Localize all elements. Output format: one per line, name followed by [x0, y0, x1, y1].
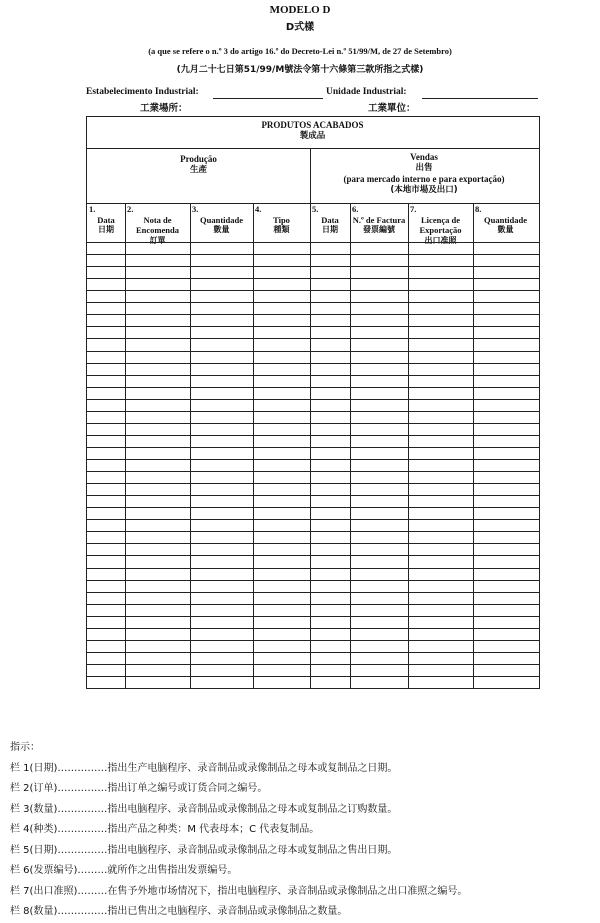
instruction-label: 栏 7(出口准照)……… — [10, 885, 108, 897]
instruction-label: 栏 6(发票编号)……… — [10, 865, 108, 876]
instructions — [10, 738, 467, 923]
table-row — [87, 338, 539, 339]
divider — [87, 148, 539, 149]
instruction-label: 栏 1(日期)…………… — [10, 762, 108, 774]
instruction-text: 指出产品之种类：M 代表母本；C 代表复制品。 — [107, 824, 320, 835]
producao-header: Produção 生產 — [180, 154, 217, 175]
instruction-text: 指出电脑程序、录音制品或录像制品之母本或复制品之订购数量。 — [107, 803, 398, 815]
form-title-cn: D式樣 — [285, 22, 315, 33]
table-row — [87, 278, 539, 279]
table-row — [87, 326, 539, 327]
table-row — [87, 640, 539, 641]
column-header-2: 2. Nota de Encomenda 訂單 — [127, 204, 179, 245]
table-row — [87, 568, 539, 569]
table-row — [87, 628, 539, 629]
instruction-label: 栏 4(种类)…………… — [10, 824, 108, 835]
instruction-text: 指出已售出之电脑程序、录音制品或录像制品之数量。 — [107, 906, 348, 917]
table-row — [87, 266, 539, 267]
instruction-item — [10, 882, 467, 903]
table-row — [87, 507, 539, 508]
instruction-text: 指出订单之编号或订货合同之编号。 — [107, 783, 268, 794]
table-row — [87, 399, 539, 400]
legal-reference-cn: (九月二十七日第51/99/M號法令第十六條第三款所指之式樣) — [176, 65, 424, 75]
estabelecimento-label: Estabelecimento Industrial: — [86, 87, 199, 97]
table-row — [87, 423, 539, 424]
table-row — [87, 664, 539, 665]
table-row — [87, 447, 539, 448]
table-row — [87, 290, 539, 291]
table-row — [87, 375, 539, 376]
table-row — [87, 592, 539, 593]
table-row — [87, 471, 539, 472]
unidade-label: Unidade Industrial: — [326, 87, 407, 97]
table-row — [87, 351, 539, 352]
table-row — [87, 387, 539, 388]
table-row — [87, 616, 539, 617]
column-header-1: 1. Data 日期 — [89, 204, 115, 234]
table-row — [87, 543, 539, 544]
section-divider — [310, 148, 311, 688]
table-row — [87, 495, 539, 496]
table-row — [87, 459, 539, 460]
table-row — [87, 604, 539, 605]
instruction-label: 栏 3(数量)…………… — [10, 803, 108, 815]
column-header-5: 5. Data 日期 — [312, 204, 339, 234]
instruction-label: 栏 8(数量)…………… — [10, 906, 108, 917]
table-row — [87, 652, 539, 653]
form-title: MODELO D — [269, 4, 331, 16]
legal-reference: (a que se refere o n.º 3 do artigo 16.º do Decreto-Lei n.º 51/99/M, de 27 de Setembro) — [148, 46, 452, 56]
column-header-3: 3. Quantidade 數量 — [192, 204, 243, 234]
header-bottom-line — [87, 242, 539, 243]
instruction-label: 栏 2(订单)…………… — [10, 783, 108, 794]
instruction-item — [10, 861, 467, 882]
table-row — [87, 314, 539, 315]
table-row — [87, 519, 539, 520]
table-row — [87, 302, 539, 303]
instruction-item — [10, 759, 467, 780]
table-title: PRODUTOS ACABADOS 製成品 — [261, 120, 364, 141]
instruction-label: 栏 5(日期)…………… — [10, 844, 108, 856]
column-header-8: 8. Quantidade 數量 — [475, 204, 527, 234]
table-row — [87, 531, 539, 532]
table-row — [87, 254, 539, 255]
table-row — [87, 555, 539, 556]
vendas-header: Vendas 出售 (para mercado interno e para exportação) (本地市場及出口) — [343, 152, 505, 195]
instruction-text: 就所作之出售指出发票编号。 — [107, 865, 238, 876]
finished-products-table — [86, 116, 540, 689]
estabelecimento-input-line[interactable] — [213, 98, 323, 99]
table-row — [87, 483, 539, 484]
instruction-item — [10, 800, 467, 821]
table-row — [87, 676, 539, 677]
table-row — [87, 363, 539, 364]
column-header-4: 4. Tipo 種類 — [255, 204, 290, 234]
instruction-text: 指出生产电脑程序、录音制品或录像制品之母本或复制品之日期。 — [107, 762, 398, 774]
instruction-item — [10, 820, 467, 841]
table-row — [87, 411, 539, 412]
instruction-item — [10, 779, 467, 800]
unidade-input-line[interactable] — [422, 98, 538, 99]
instructions-heading: 指示： — [10, 742, 40, 753]
instruction-item — [10, 902, 467, 923]
unidade-label-cn: 工業單位： — [368, 103, 416, 114]
instruction-text: 在售予外地市场情况下，指出电脑程序、录音制品或录像制品之出口准照之编号。 — [107, 885, 468, 897]
table-row — [87, 435, 539, 436]
instruction-item — [10, 841, 467, 862]
column-header-7: 7. Licença de Exportação 出口准照 — [410, 204, 462, 245]
table-row — [87, 580, 539, 581]
column-header-6: 6. N.º de Factura 發票編號 — [352, 204, 406, 234]
instruction-text: 指出电脑程序、录音制品或录像制品之母本或复制品之售出日期。 — [107, 844, 398, 856]
estabelecimento-label-cn: 工業場所： — [140, 103, 188, 114]
